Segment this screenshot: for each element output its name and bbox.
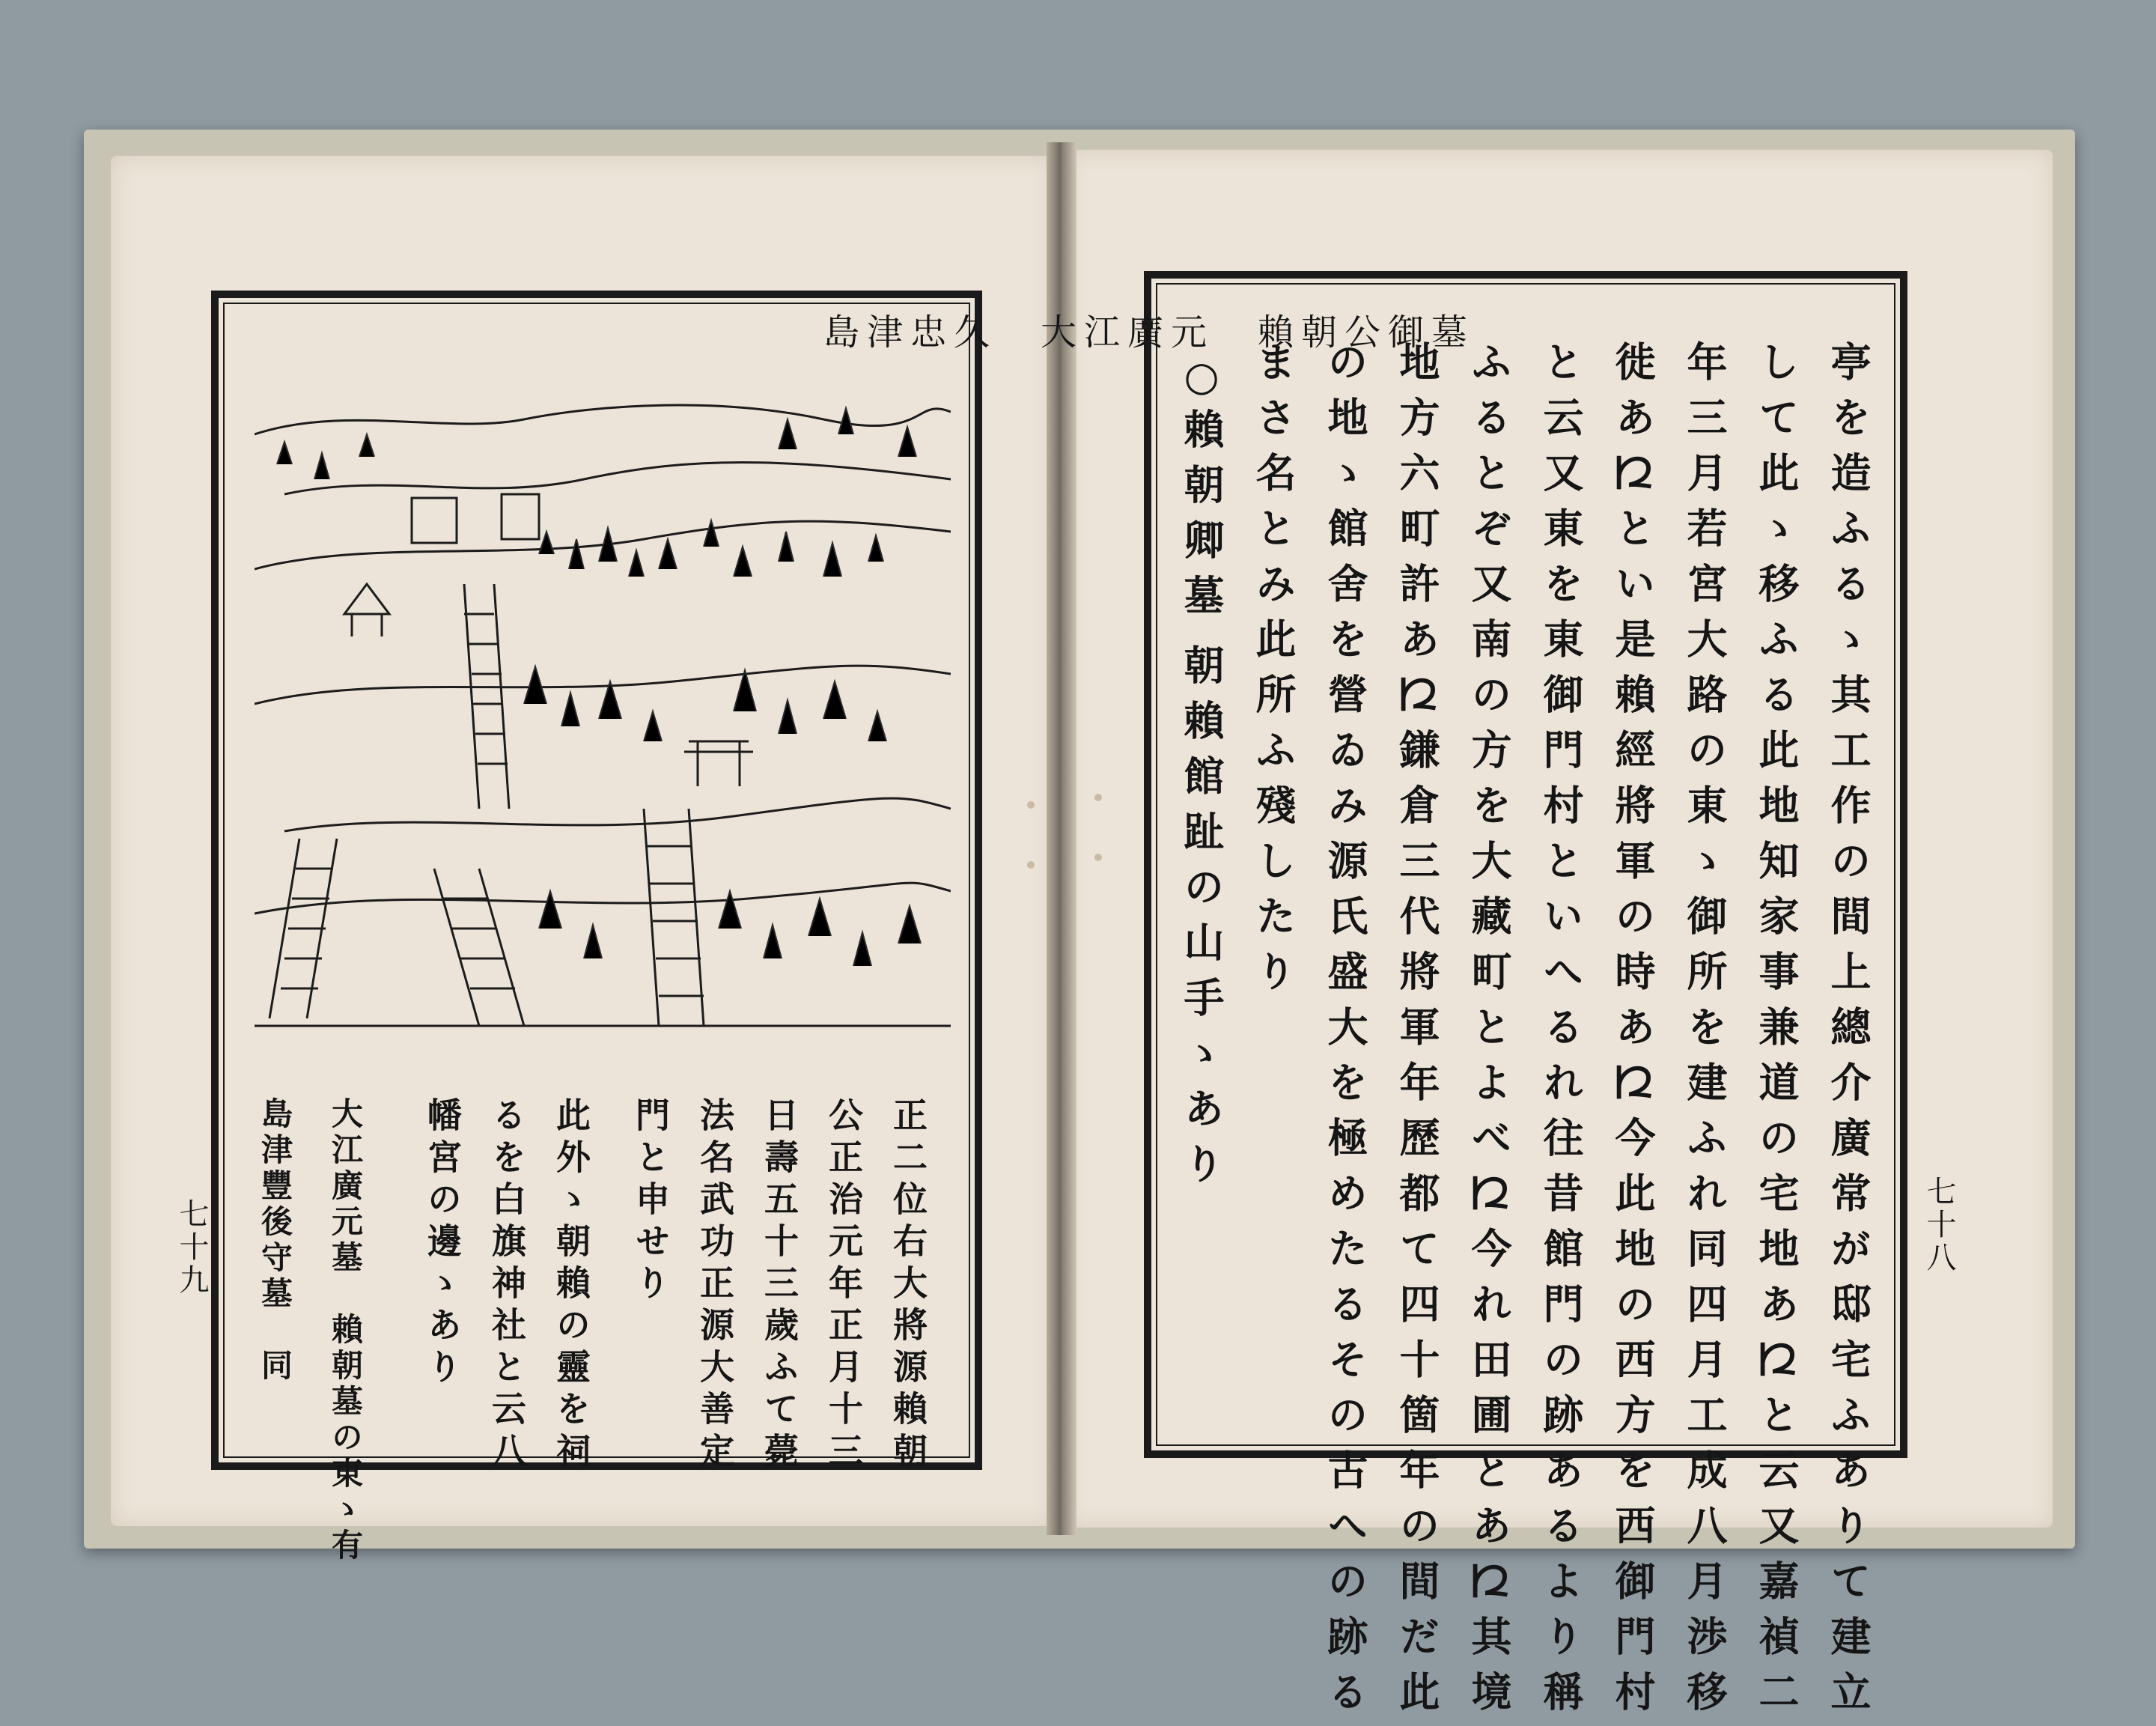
body-line: の地ゝ館舍を營ゐみ源氏盛大を極めたるその古への跡る: [1321, 341, 1369, 1726]
binding-hole: [1027, 861, 1035, 869]
caption-line: 日壽五十三歲ふて薨: [759, 1097, 800, 1474]
caption-line: 正二位右大將源賴朝: [888, 1097, 928, 1474]
caption-line: 公正治元年正月十三: [823, 1097, 864, 1474]
caption-line: 大江廣元墓 賴朝墓の東ゝ有: [327, 1097, 364, 1564]
tomb-illustration: [255, 389, 951, 1056]
caption-line: 法名武功正源大善定: [695, 1097, 735, 1474]
caption-line: 此外ゝ朝賴の靈を祠: [551, 1097, 591, 1474]
body-line: して此ゝ移ふる此地知家事兼道の宅地あ𛀁と云又嘉禎二: [1752, 341, 1800, 1726]
body-line: 年三月若宮大路の東ゝ御所を建ふれ同四月工成八月渉移: [1681, 341, 1729, 1726]
heading-mark: ○: [1178, 352, 1225, 415]
body-line: 徙あ𛀁とい是賴經將軍の時あ𛀁今此地の西方を西御門村: [1609, 341, 1657, 1726]
body-line: ふるとぞ又南の方を大藏町とよべ𛀁今れ田圃とあ𛀁其境: [1465, 341, 1513, 1726]
page-number: 七十八: [1922, 1176, 1956, 1274]
binding-hole: [1027, 801, 1035, 809]
page-number: 七十九: [174, 1198, 209, 1297]
heading-note: 朝賴館趾の山手ゝあり: [1178, 644, 1225, 1198]
body-line: 亭を造ふるゝ其工作の間上總介廣常が邸宅ふありて建立: [1824, 341, 1872, 1726]
body-line: と云又東を東御門村といへるれ往昔館門の跡あるより稱: [1537, 341, 1585, 1726]
binding-hole: [1094, 794, 1102, 801]
caption-line: 島津豐後守墓 同: [257, 1097, 293, 1385]
section-heading: 賴朝卿墓: [1178, 408, 1225, 630]
caption-line: 門と申せり: [630, 1097, 671, 1307]
body-line: 地方六町許あ𛀁鎌倉三代將軍年歷都て四十箇年の間だ此: [1393, 341, 1441, 1726]
body-line: まさ名とみ此所ふ殘したり: [1249, 341, 1297, 1006]
binding-hole: [1094, 854, 1102, 861]
mountain-landscape-drawing: [255, 389, 951, 1056]
illustration-title: 島津忠久 大江廣元 賴朝公御墓: [823, 312, 1476, 353]
caption-line: るを白旗神社と云八: [487, 1097, 527, 1474]
caption-line: 幡宮の邊ゝあり: [422, 1097, 463, 1391]
